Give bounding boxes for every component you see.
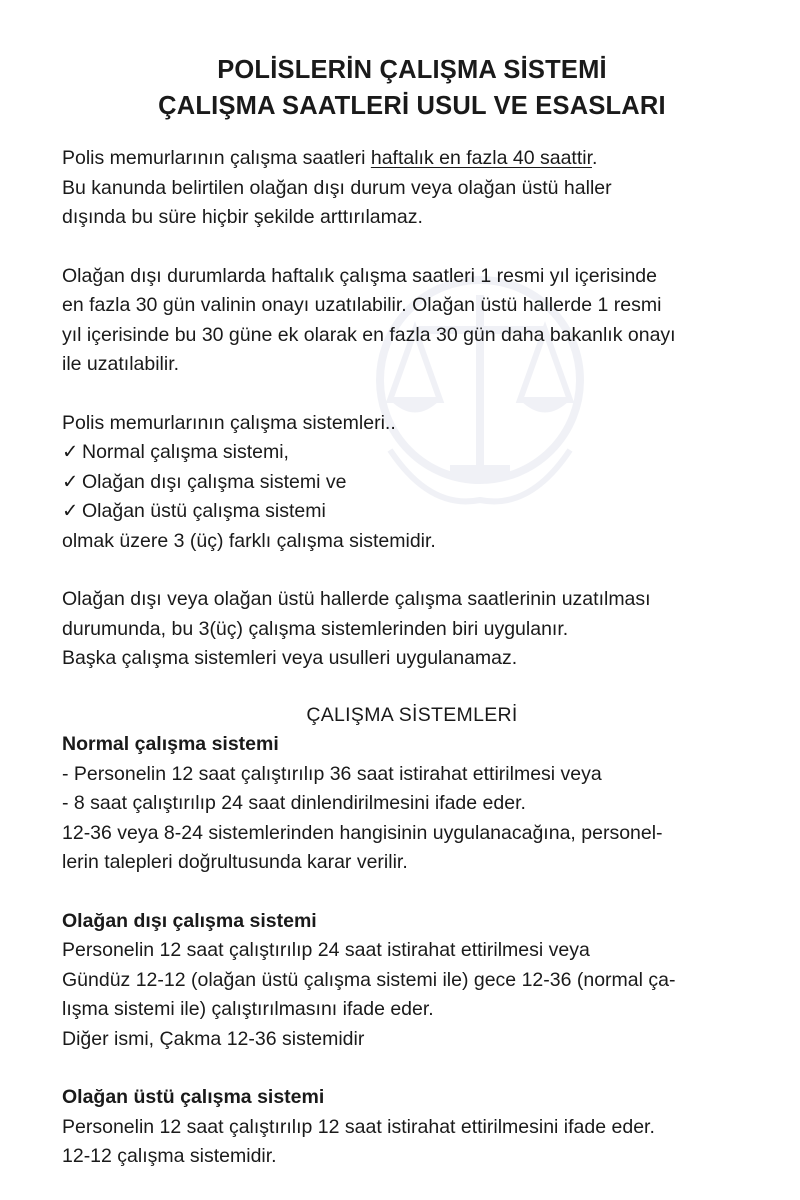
checkmark-icon: ✓ xyxy=(62,470,79,493)
list-item xyxy=(62,468,762,498)
title-line-2: ÇALIŞMA SAATLERİ USUL VE ESASLARI xyxy=(158,92,666,120)
list-item xyxy=(62,497,762,527)
list-item-label: Olağan dışı çalışma sistemi ve xyxy=(82,470,347,493)
weekly-hours-limit: haftalık en fazla 40 saattir xyxy=(370,147,592,169)
intro-paragraph xyxy=(62,144,762,233)
normal-system-text: 12-36 veya 8-24 sistemlerinden hangisinin uygulanacağına, personel- xyxy=(62,821,663,844)
systems-lead: Polis memurlarının çalışma sistemleri.. xyxy=(62,411,396,434)
normal-system-text: - Personelin 12 saat çalıştırılıp 36 saat istirahat ettirilmesi veya xyxy=(62,762,602,785)
application-text: Olağan dışı veya olağan üstü hallerde çalışma saatlerinin uzatılması xyxy=(62,588,651,610)
emergency-system-text: Personelin 12 saat çalıştırılıp 12 saat istirahat ettirilmesini ifade eder. xyxy=(62,1115,655,1138)
intro-text: Polis memurlarının çalışma saatleri xyxy=(62,147,371,169)
extraordinary-system-text: Diğer ismi, Çakma 12-36 sistemidir xyxy=(62,1027,365,1050)
systems-list-paragraph xyxy=(62,409,762,557)
extraordinary-system-heading: Olağan dışı çalışma sistemi xyxy=(62,909,317,932)
extraordinary-system-text: Personelin 12 saat çalıştırılıp 24 saat istirahat ettirilmesi veya xyxy=(62,939,590,961)
emergency-system-text: 12-12 çalışma sistemidir. xyxy=(62,1145,277,1167)
checkmark-icon: ✓ xyxy=(62,441,79,463)
list-item-label: Olağan üstü çalışma sistemi xyxy=(82,500,326,522)
title-line-1: POLİSLERİN ÇALIŞMA SİSTEMİ xyxy=(217,56,607,84)
intro-text: dışında bu süre hiçbir şekilde arttırılamaz. xyxy=(62,206,423,228)
application-text: durumunda, bu 3(üç) çalışma sistemlerinden biri uygulanır. xyxy=(62,617,569,640)
emergency-system-heading: Olağan üstü çalışma sistemi xyxy=(62,1086,325,1108)
emergency-system-section xyxy=(62,1083,762,1172)
page-title xyxy=(62,52,762,124)
normal-system-heading: Normal çalışma sistemi xyxy=(62,733,279,755)
list-item xyxy=(62,438,762,468)
checkmark-icon: ✓ xyxy=(62,500,79,522)
extraordinary-system-text: lışma sistemi ile) çalıştırılmasını ifade eder. xyxy=(62,998,434,1020)
extraordinary-system-section xyxy=(62,907,762,1055)
normal-system-text: - 8 saat çalıştırılıp 24 saat dinlendirilmesini ifade eder. xyxy=(62,792,526,814)
extension-text: Olağan dışı durumlarda haftalık çalışma saatleri 1 resmi yıl içerisinde xyxy=(62,264,657,287)
intro-text: Bu kanunda belirtilen olağan dışı durum veya olağan üstü haller xyxy=(62,176,612,199)
normal-system-text: lerin talepleri doğrultusunda karar verilir. xyxy=(62,851,408,873)
document-page xyxy=(62,52,762,1172)
extension-text: ile uzatılabilir. xyxy=(62,353,180,375)
normal-system-section xyxy=(62,730,762,878)
application-text: Başka çalışma sistemleri veya usulleri uygulanamaz. xyxy=(62,647,518,669)
list-item-label: Normal çalışma sistemi, xyxy=(82,441,289,463)
extension-text: yıl içerisinde bu 30 güne ek olarak en fazla 30 gün daha bakanlık onayı xyxy=(62,323,676,346)
extraordinary-system-text: Gündüz 12-12 (olağan üstü çalışma sistemi ile) gece 12-36 (normal ça- xyxy=(62,968,676,991)
section-title: ÇALIŞMA SİSTEMLERİ xyxy=(306,703,518,726)
intro-punctuation: . xyxy=(592,147,598,169)
application-paragraph xyxy=(62,585,762,674)
systems-closing: olmak üzere 3 (üç) farklı çalışma sistemidir. xyxy=(62,529,436,552)
extension-text: en fazla 30 gün valinin onayı uzatılabilir. Olağan üstü hallerde 1 resmi xyxy=(62,294,662,316)
extension-paragraph xyxy=(62,262,762,380)
